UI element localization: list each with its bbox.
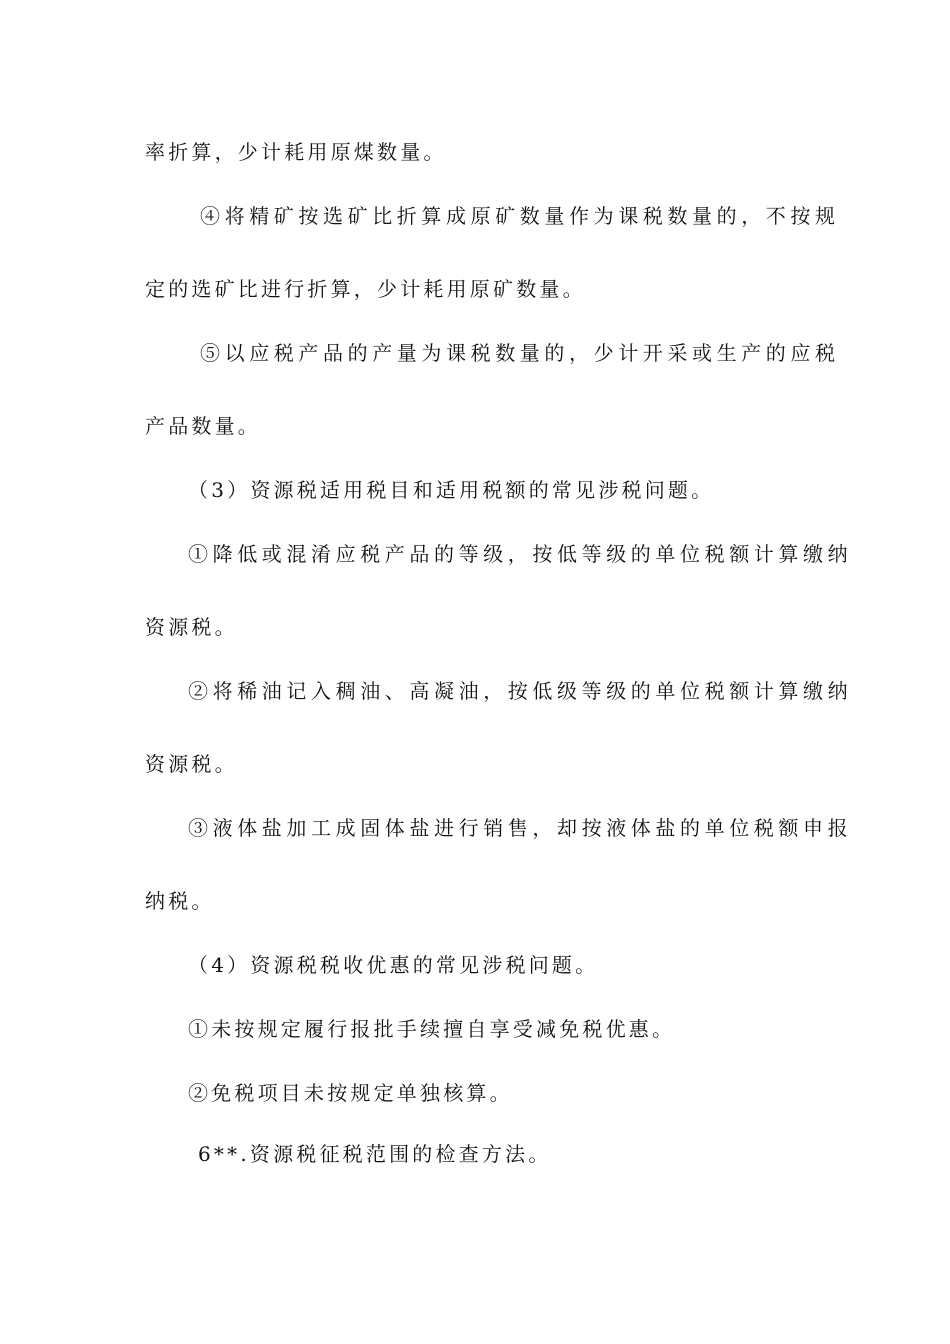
section-heading-4: （4）资源税税收优惠的常见涉税问题。	[188, 953, 599, 977]
paragraph-line-4: ⑤以应税产品的产量为课税数量的，少计开采或生产的应税	[200, 341, 840, 365]
paragraph-line-15: ②免税项目未按规定单独核算。	[188, 1081, 513, 1105]
paragraph-line-14: ①未按规定履行报批手续擅自享受减免税优惠。	[188, 1017, 676, 1041]
section-heading-6: 6**.资源税征税范围的检查方法。	[198, 1142, 552, 1166]
paragraph-line-12: 纳税。	[145, 889, 215, 913]
paragraph-line-2: ④将精矿按选矿比折算成原矿数量作为课税数量的，不按规	[200, 204, 840, 228]
paragraph-line-9: ②将稀油记入稠油、高凝油，按低级等级的单位税额计算缴纳	[188, 679, 853, 703]
section-heading-3: （3）资源税适用税目和适用税额的常见涉税问题。	[188, 478, 715, 502]
paragraph-line-8: 资源税。	[145, 615, 238, 639]
paragraph-line-10: 资源税。	[145, 752, 238, 776]
paragraph-line-5: 产品数量。	[145, 414, 261, 438]
paragraph-line-3: 定的选矿比进行折算，少计耗用原矿数量。	[145, 277, 586, 301]
paragraph-line-11: ③液体盐加工成固体盐进行销售，却按液体盐的单位税额申报	[188, 816, 853, 840]
paragraph-line-7: ①降低或混淆应税产品的等级，按低等级的单位税额计算缴纳	[188, 542, 853, 566]
paragraph-line-1: 率折算，少计耗用原煤数量。	[145, 140, 447, 164]
